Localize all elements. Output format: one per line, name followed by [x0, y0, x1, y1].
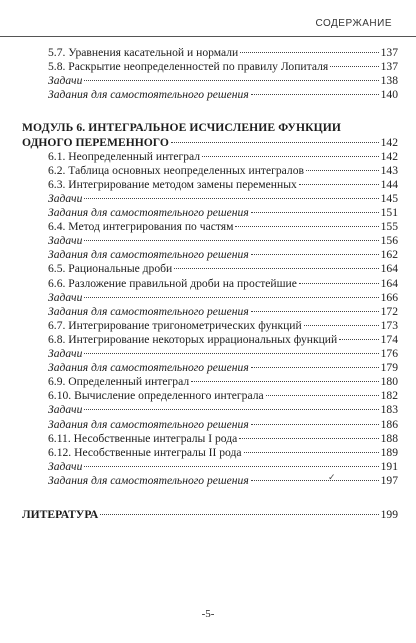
toc-entry-page: 151: [380, 206, 398, 219]
dot-leader: [235, 226, 378, 227]
toc-entry-page: 145: [380, 191, 398, 205]
toc-entry-title: Задания для самостоятельного решения: [48, 206, 249, 219]
toc-entry-title: 6.2. Таблица основных неопределенных интегралов: [48, 163, 304, 177]
toc-entry-title: 6.10. Вычисление определенного интеграла: [48, 389, 264, 403]
toc-entry-page: 173: [380, 318, 398, 332]
toc-entry-page: 137: [380, 60, 398, 74]
toc-entry-page: 138: [380, 74, 398, 88]
toc-entry: [48, 60, 398, 74]
toc-entry: [48, 474, 398, 488]
dot-leader: [84, 80, 378, 81]
dot-leader: [239, 438, 378, 439]
dot-leader: [266, 395, 379, 396]
toc-entry-page: 144: [380, 177, 398, 191]
toc-entry-page: 164: [380, 262, 398, 276]
dot-leader: [244, 452, 379, 453]
toc-entry-page: 179: [380, 361, 398, 375]
toc-entry-title: 6.3. Интегрирование методом замены переменных: [48, 177, 297, 191]
dot-leader: [171, 142, 379, 143]
toc-entry: [48, 305, 398, 319]
toc-entry-page: 183: [380, 403, 398, 417]
dot-leader: [84, 409, 378, 410]
module-heading-line1: МОДУЛЬ 6. ИНТЕГРАЛЬНОЕ ИСЧИСЛЕНИЕ ФУНКЦИИ: [22, 121, 342, 135]
dot-leader: [174, 268, 378, 269]
dot-leader: [339, 339, 378, 340]
toc-entry-title: 6.6. Разложение правильной дроби на простейшие: [48, 276, 297, 290]
toc-entry-title: 6.11. Несобственные интегралы I рода: [48, 431, 238, 445]
references-entry: [22, 508, 398, 522]
toc-entry-title: 6.8. Интегрирование некоторых иррациональных функций: [48, 332, 338, 346]
toc-entry: [48, 389, 398, 403]
toc-entry: [48, 192, 398, 206]
dot-leader: [251, 254, 379, 255]
page-number: -5-: [201, 608, 215, 620]
dot-leader: [100, 514, 378, 515]
toc-entry-page: 176: [380, 347, 398, 360]
dot-leader: [240, 52, 378, 53]
toc-entry-title: 6.1. Неопределенный интеграл: [48, 149, 201, 163]
toc-entry: [48, 333, 398, 347]
toc-entry: [48, 361, 398, 375]
toc-entry-title: Задания для самостоятельного решения: [48, 361, 249, 375]
toc-entry-title: Задачи: [48, 74, 83, 88]
toc-entry: [48, 375, 398, 389]
dot-leader: [84, 297, 378, 298]
dot-leader: [251, 480, 379, 481]
toc-entry: [48, 74, 398, 88]
toc-entry-title: Задачи: [48, 403, 83, 417]
toc-entry-page: 199: [380, 508, 398, 521]
toc-entry: [48, 88, 398, 102]
toc-entry: [48, 403, 398, 417]
toc-entry-page: 188: [380, 431, 398, 445]
dot-leader: [84, 466, 378, 467]
toc-entry-title: Задания для самостоятельного решения: [48, 473, 249, 487]
toc-entry: [48, 432, 398, 446]
toc-entry: [48, 319, 398, 333]
toc-entry: [48, 262, 398, 276]
toc-entry: [48, 206, 398, 220]
toc-entry-page: 180: [380, 375, 398, 389]
header-rule: [0, 36, 416, 37]
dot-leader: [251, 212, 379, 213]
toc-entry-page: 142: [380, 135, 398, 149]
toc-entry-page: 140: [380, 88, 398, 102]
toc-entry-title: Задачи: [48, 290, 83, 304]
toc-entry-title: ОДНОГО ПЕРЕМЕННОГО: [22, 135, 169, 149]
dot-leader: [299, 283, 379, 284]
dot-leader: [251, 424, 379, 425]
toc-entry-title: ЛИТЕРАТУРА: [22, 508, 99, 521]
toc-entry-page: 186: [380, 417, 398, 431]
toc-entry: [48, 248, 398, 262]
toc-entry: [48, 418, 398, 432]
toc-entry-page: 166: [380, 290, 398, 304]
toc-entry: [48, 460, 398, 474]
toc-entry: [48, 178, 398, 192]
dot-leader: [330, 66, 378, 67]
toc-entry-page: 156: [380, 234, 398, 248]
toc-entry-title: 5.8. Раскрытие неопределенностей по правилу Лопиталя: [48, 60, 329, 74]
dot-leader: [251, 94, 379, 95]
toc-entry-page: 137: [380, 46, 398, 59]
toc-entry-page: 164: [380, 276, 398, 290]
dot-leader: [202, 156, 379, 157]
toc-entry: [48, 164, 398, 178]
dot-leader: [306, 170, 379, 171]
dot-leader: [299, 184, 379, 185]
module-heading-line2: [22, 136, 398, 150]
toc-entry: [48, 46, 398, 60]
toc-entry-title: Задачи: [48, 234, 83, 248]
toc-entry-title: 6.7. Интегрирование тригонометрических функций: [48, 318, 302, 332]
check-mark: ✓: [328, 472, 336, 482]
dot-leader: [251, 367, 379, 368]
dot-leader: [304, 325, 379, 326]
toc-entry-title: 6.12. Несобственные интегралы II рода: [48, 445, 242, 459]
toc-entry-page: 162: [380, 248, 398, 262]
toc-entry-page: 191: [380, 459, 398, 473]
dot-leader: [191, 381, 378, 382]
toc-entry-title: Задания для самостоятельного решения: [48, 304, 249, 318]
toc-entry: [48, 220, 398, 234]
toc-entry: [48, 277, 398, 291]
toc-entry-title: Задачи: [48, 459, 83, 473]
toc-entry-title: Задания для самостоятельного решения: [48, 88, 249, 102]
toc-entry: [48, 291, 398, 305]
toc-entry-page: 142: [380, 149, 398, 163]
toc-entry-page: 172: [380, 304, 398, 318]
toc-entry-title: 6.5. Рациональные дроби: [48, 262, 173, 276]
toc-entry-title: Задания для самостоятельного решения: [48, 417, 249, 431]
toc-entry-title: Задания для самостоятельного решения: [48, 248, 249, 262]
toc-entry-page: 197: [380, 473, 398, 487]
dot-leader: [84, 240, 378, 241]
toc-entry-title: Задачи: [48, 347, 83, 360]
running-head: СОДЕРЖАНИЕ: [315, 18, 392, 29]
toc-entry-page: 182: [380, 389, 398, 403]
toc-entry-page: 155: [380, 220, 398, 234]
dot-leader: [251, 311, 379, 312]
toc-entry-page: 189: [380, 445, 398, 459]
toc-entry-title: Задачи: [48, 191, 83, 205]
toc-entry: [48, 446, 398, 460]
toc-entry-page: 174: [380, 332, 398, 346]
toc-entry-title: 6.9. Определенный интеграл: [48, 375, 190, 389]
toc-entry: [48, 150, 398, 164]
toc-entry-title: 6.4. Метод интегрирования по частям: [48, 220, 234, 234]
toc-entry: [48, 234, 398, 248]
toc-entry: [48, 347, 398, 361]
dot-leader: [84, 198, 378, 199]
toc-entry-page: 143: [380, 163, 398, 177]
toc-entry-title: 5.7. Уравнения касательной и нормали: [48, 46, 239, 59]
dot-leader: [84, 353, 378, 354]
